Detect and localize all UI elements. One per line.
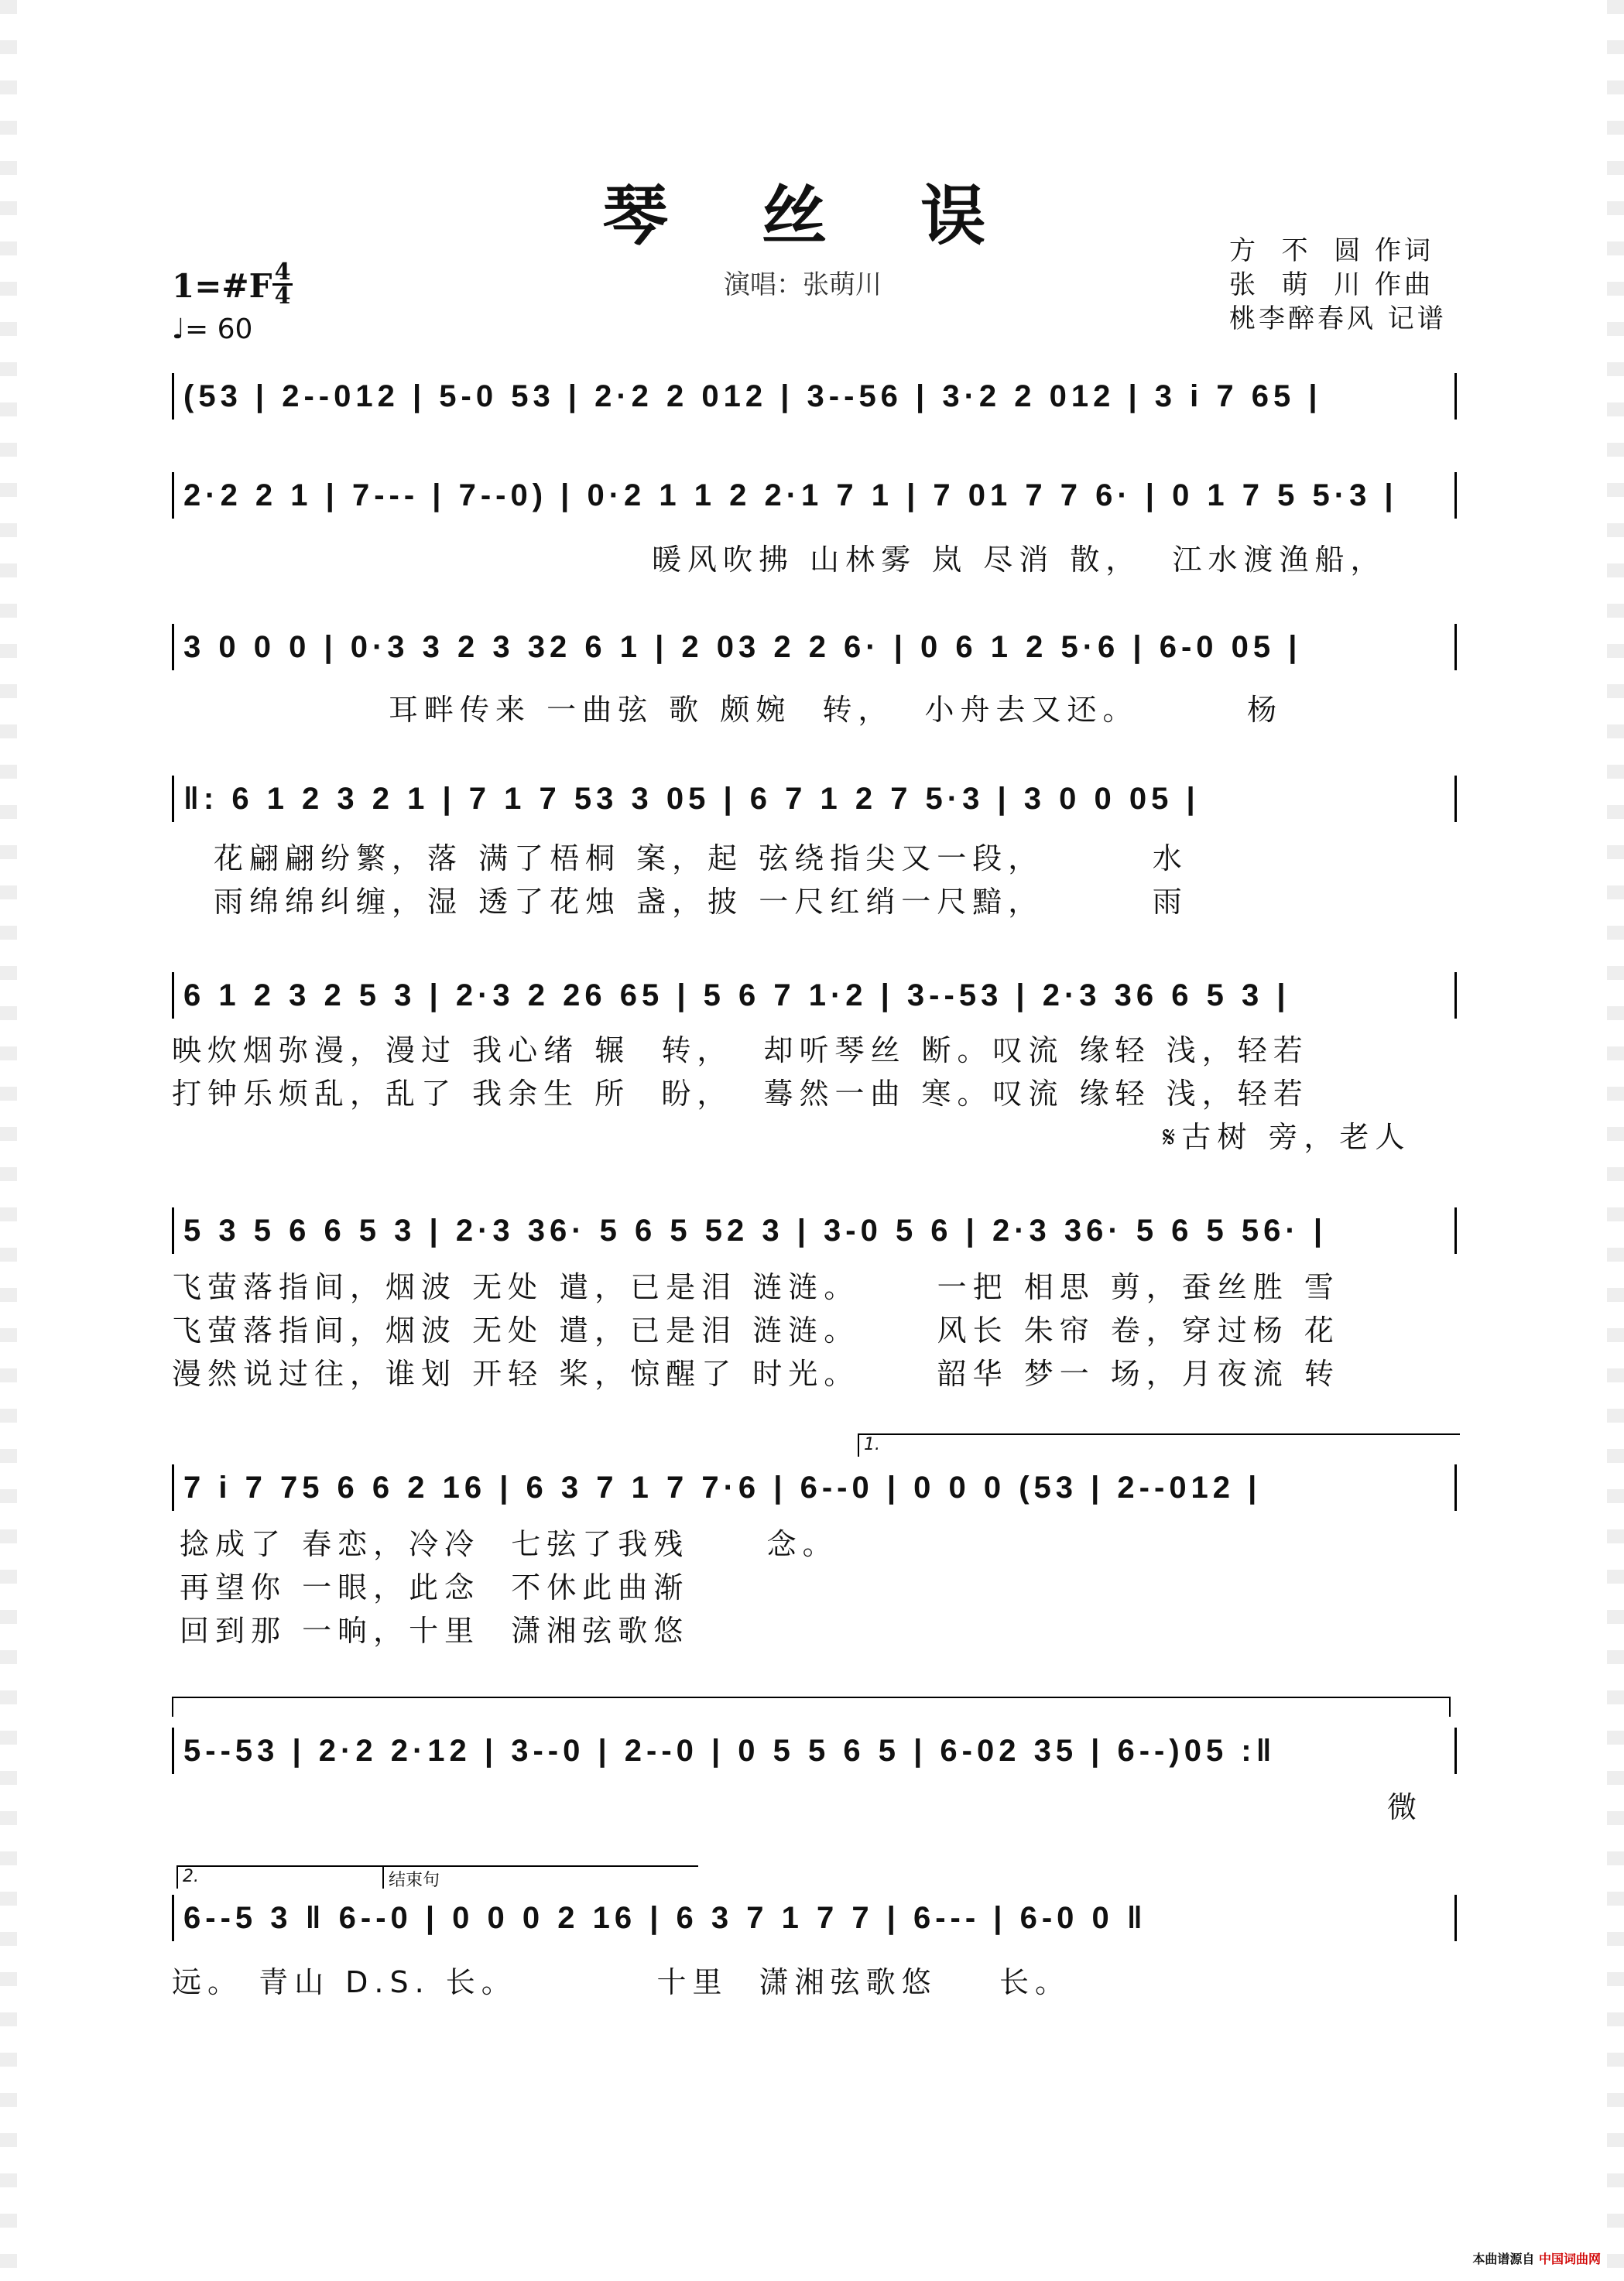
notation-line: 6 1 2 3 2 5 3 | 2·3 2 26 65 | 5 6 7 1·2 | 3--53 | 2·3 36 6 5 3 | bbox=[172, 972, 1457, 1019]
lyric-line: 𝄋古树 旁，老人 bbox=[1163, 1120, 1411, 1154]
singer-credit: 演唱：张萌川 bbox=[724, 269, 882, 300]
notation-line: 5--53 | 2·2 2·12 | 3--0 | 2--0 | 0 5 5 6 5 | 6-02 35 | 6--)05 :‖ bbox=[172, 1728, 1457, 1774]
coda-label: 结束句 bbox=[382, 1865, 698, 1889]
first-ending-continuation bbox=[172, 1697, 1451, 1717]
composer-credit: 张 萌 川 作曲 bbox=[1229, 269, 1434, 300]
lyric-line: 飞萤落指间，烟波 无处 遣，已是泪 涟涟。 风长 朱帘 卷，穿过杨 花 bbox=[172, 1313, 1340, 1348]
notation-line: ‖: 6 1 2 3 2 1 | 7 1 7 53 3 05 | 6 7 1 2 7 5·3 | 3 0 0 05 | bbox=[172, 776, 1457, 822]
notation-line: 7 i 7 75 6 6 2 16 | 6 3 7 1 7 7·6 | 6--0 | 0 0 0 (53 | 2--012 | bbox=[172, 1464, 1457, 1511]
notation-line: 2·2 2 1 | 7--- | 7--0) | 0·2 1 1 2 2·1 7 1 | 7 01 7 7 6· | 0 1 7 5 5·3 | bbox=[172, 472, 1457, 519]
lyric-line: 映炊烟弥漫，漫过 我心绪 辗 转， 却听琴丝 断。叹流 缘轻 浅，轻若 bbox=[172, 1033, 1309, 1067]
lyric-line: 打钟乐烦乱，乱了 我余生 所 盼， 蓦然一曲 寒。叹流 缘轻 浅，轻若 bbox=[172, 1077, 1309, 1111]
left-watermark-strip bbox=[0, 0, 17, 2281]
first-ending-bracket: 1. bbox=[858, 1433, 1460, 1457]
notation-line: 5 3 5 6 6 5 3 | 2·3 36· 5 6 5 52 3 | 3-0 5 6 | 2·3 36· 5 6 5 56· | bbox=[172, 1207, 1457, 1254]
lyric-line: 飞萤落指间，烟波 无处 遣，已是泪 涟涟。 一把 相思 剪，蚕丝胜 雪 bbox=[172, 1270, 1340, 1304]
lyric-line: 花翩翩纷繁，落 满了梧桐 案，起 弦绕指尖又一段， 水 bbox=[214, 841, 1188, 875]
tempo-marking: ♩= 60 bbox=[172, 313, 253, 345]
footer-site-link[interactable]: 中国词曲网 bbox=[1538, 2252, 1601, 2266]
notation-line: 6--5 3 ‖ 6--0 | 0 0 0 2 16 | 6 3 7 1 7 7 | 6--- | 6-0 0 ‖ bbox=[172, 1895, 1457, 1941]
lyric-line: 远。 青山 D.S. 长。 十里 潇湘弦歌悠 长。 bbox=[172, 1965, 1071, 1999]
lyric-line: 漫然说过往，谁划 开轻 桨，惊醒了 时光。 韶华 梦一 场，月夜流 转 bbox=[172, 1357, 1340, 1391]
key-signature: 1=#F bbox=[172, 267, 272, 305]
credits-block bbox=[1229, 234, 1447, 336]
lyricist-credit: 方 不 圆 作词 bbox=[1229, 235, 1434, 266]
time-signature: 4 4 bbox=[272, 262, 293, 307]
transcriber-credit: 桃李醉春风 记谱 bbox=[1229, 303, 1447, 334]
lyric-line: 雨绵绵纠缠，湿 透了花烛 盏，披 一尺红绡一尺黯， 雨 bbox=[214, 885, 1188, 919]
footer-prefix: 本曲谱源自 bbox=[1472, 2252, 1535, 2266]
source-footer bbox=[1472, 2249, 1601, 2267]
lyric-line: 再望你 一眼，此念 不休此曲渐 bbox=[180, 1570, 690, 1605]
right-watermark-strip bbox=[1607, 0, 1624, 2281]
lyric-line: 回到那 一晌，十里 潇湘弦歌悠 bbox=[180, 1614, 690, 1648]
lyric-line: 暖风吹拂 山林雾 岚 尽消 散， 江水渡渔船， bbox=[652, 543, 1386, 577]
lyric-line: 耳畔传来 一曲弦 歌 颇婉 转， 小舟去又还。 杨 bbox=[389, 693, 1283, 727]
second-ending-bracket: 2. bbox=[176, 1865, 384, 1889]
lyric-line: 捻成了 春恋，冷冷 七弦了我残 念。 bbox=[180, 1527, 838, 1561]
song-title: 琴 丝 误 bbox=[602, 177, 1022, 254]
lyric-line: 微 bbox=[1387, 1790, 1424, 1824]
notation-line: 3 0 0 0 | 0·3 3 2 3 32 6 1 | 2 03 2 2 6· | 0 6 1 2 5·6 | 6-0 05 | bbox=[172, 624, 1457, 670]
notation-line: (53 | 2--012 | 5-0 53 | 2·2 2 012 | 3--56 | 3·2 2 012 | 3 i 7 65 | bbox=[172, 373, 1457, 420]
